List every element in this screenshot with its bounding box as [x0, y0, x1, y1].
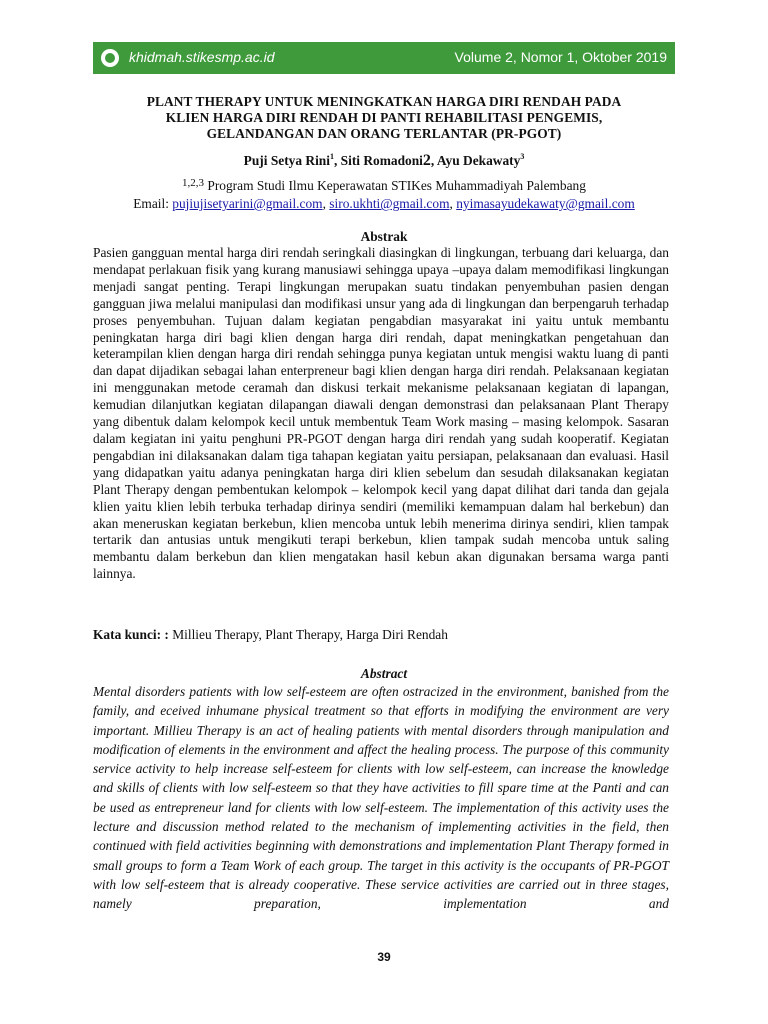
keywords — [93, 627, 673, 643]
affiliation-marks: 1,2,3 — [182, 177, 205, 189]
abstrak-heading: Abstrak — [360, 229, 408, 244]
abstract-body: Mental disorders patients with low self-esteem are often ostracized in the environment, banished from the family, and eceived inhumane physical treatment so that efforts in modifying the environment are very important. Millieu Therapy is an act of healing patients with mental disorders through manipulation and modification of elements in the environment and affect the healing process. The purpose of this community service activity to help increase self-esteem for clients with low self-esteem, can increase the knowledge and skills of clients with low self-esteem so that they have activities to fill spare time at the Panti and can be used as entrepreneur land for clients with low self-esteem. The implementation of this activity uses the lecture and discussion method related to the mechanism of implementing activities in the field, then continued with field activities beginning with demonstrations and implementation Plant Therapy formed in small groups to form a Team Work of each group. The target in this activity is the occupants of PR-PGOT with low self-esteem that is already cooperative. These service activities are carried out in three stages, namely preparation, implementation and — [93, 684, 669, 912]
title-line: KLIEN HARGA DIRI RENDAH DI PANTI REHABILITASI PENGEMIS, — [165, 110, 603, 125]
author-name: , Siti Romadoni — [333, 153, 423, 168]
author-name: , Ayu Dekawaty — [430, 153, 521, 168]
email-separator: , — [322, 196, 330, 211]
journal-volume: Volume 2, Nomor 1, Oktober 2019 — [454, 49, 667, 65]
email-link[interactable]: siro.ukhti@gmail.com — [329, 196, 450, 211]
author-list — [0, 152, 768, 170]
author-mark: 2 — [422, 152, 431, 169]
page-number: 39 — [377, 950, 391, 964]
journal-logo-icon — [101, 49, 119, 67]
author-name: Puji Setya Rini — [243, 153, 330, 168]
email-label: Email: — [133, 196, 173, 211]
author-mark: 3 — [520, 152, 525, 161]
email-link[interactable]: pujiujisetyarini@gmail.com — [172, 196, 323, 211]
author-mark: 1 — [329, 152, 334, 161]
keywords-text: Millieu Therapy, Plant Therapy, Harga Diri Rendah — [168, 627, 448, 642]
email-line — [0, 196, 768, 212]
title-line: PLANT THERAPY UNTUK MENINGKATKAN HARGA DIRI RENDAH PADA — [146, 94, 622, 109]
email-separator: , — [449, 196, 457, 211]
abstrak-body: Pasien gangguan mental harga diri rendah seringkali diasingkan di lingkungan, terbuang dari keluarga, dan mendapat perlakuan fisik yang kurang manusiawi sehingga upaya –upaya dalam memodifikasi lingkungan menjadi sangat penting. Terapi lingkungan merupakan suatu tindakan penyembuhan pasien dengan gangguan jiwa melalui manipulasi dan modifikasi unsur yang ada di lingkungan dan berpengaruh terhadap proses penyembuhan. Tujuan dalam kegiatan pengabdian masyarakat ini yaitu untuk membantu peningkatan harga diri bagi klien dengan harga diri rendah, dapat meningkatkan pengetahuan dan keterampilan klien dengan harga diri rendah sehingga punya kegiatan untuk mengisi waktu luang di panti dan dapat dijadikan sebagai lahan enterpreneur bagi klien dengan harga diri rendah. Pelaksanaan kegiatan ini menggunakan metode ceramah dan diskusi terkait mekanisme pelaksanaan kegiatan di lapangan, kemudian dilanjutkan kegiatan dilapangan diawali dengan demonstrasi dan pelaksanaan Plant Therapy yang dibentuk dalam kelompok kecil untuk membentuk Team Work masing – masing kelompok. Sasaran dalam kegiatan ini yaitu penghuni PR-PGOT dengan harga diri rendah yang sudah kooperatif. Kegiatan pengabdian ini dilaksanakan dalam tiga tahapan kegiatan yaitu persiapan, pelaksanaan dan evaluasi. Hasil yang didapatkan yaitu adanya peningkatan harga diri klien sebelum dan sesudah dilaksanakan kegiatan Plant Therapy dengan pembentukan kelompok – kelompok kecil yang dapat dilihat dari tanda dan gejala klien yaitu klien lebih terbuka terhadap dirinya sendiri (memiliki kemampuan dalam hal berkebun) dan akan meneruskan kegiatan berkebun, klien mencoba untuk lebih menerima dirinya sendiri, klien tampak tertarik dan antusias untuk mengikuti terapi berkebun, klien tampak sudah mencoba untuk saling membantu dalam berkebun dan klien mengatakan hasil kebun akan digunakan bersama warga panti lainnya. — [93, 245, 669, 582]
title-line: GELANDANGAN DAN ORANG TERLANTAR (PR-PGOT) — [206, 126, 562, 141]
paper-title — [80, 94, 688, 142]
abstract-heading: Abstract — [360, 666, 408, 681]
affiliation-text: Program Studi Ilmu Keperawatan STIKes Muhammadiyah Palembang — [204, 178, 586, 193]
email-link[interactable]: nyimasayudekawaty@gmail.com — [456, 196, 635, 211]
journal-header-banner — [93, 42, 675, 74]
keywords-label: Kata kunci: : — [93, 627, 169, 642]
journal-site: khidmah.stikesmp.ac.id — [129, 49, 275, 65]
affiliation — [0, 177, 768, 194]
